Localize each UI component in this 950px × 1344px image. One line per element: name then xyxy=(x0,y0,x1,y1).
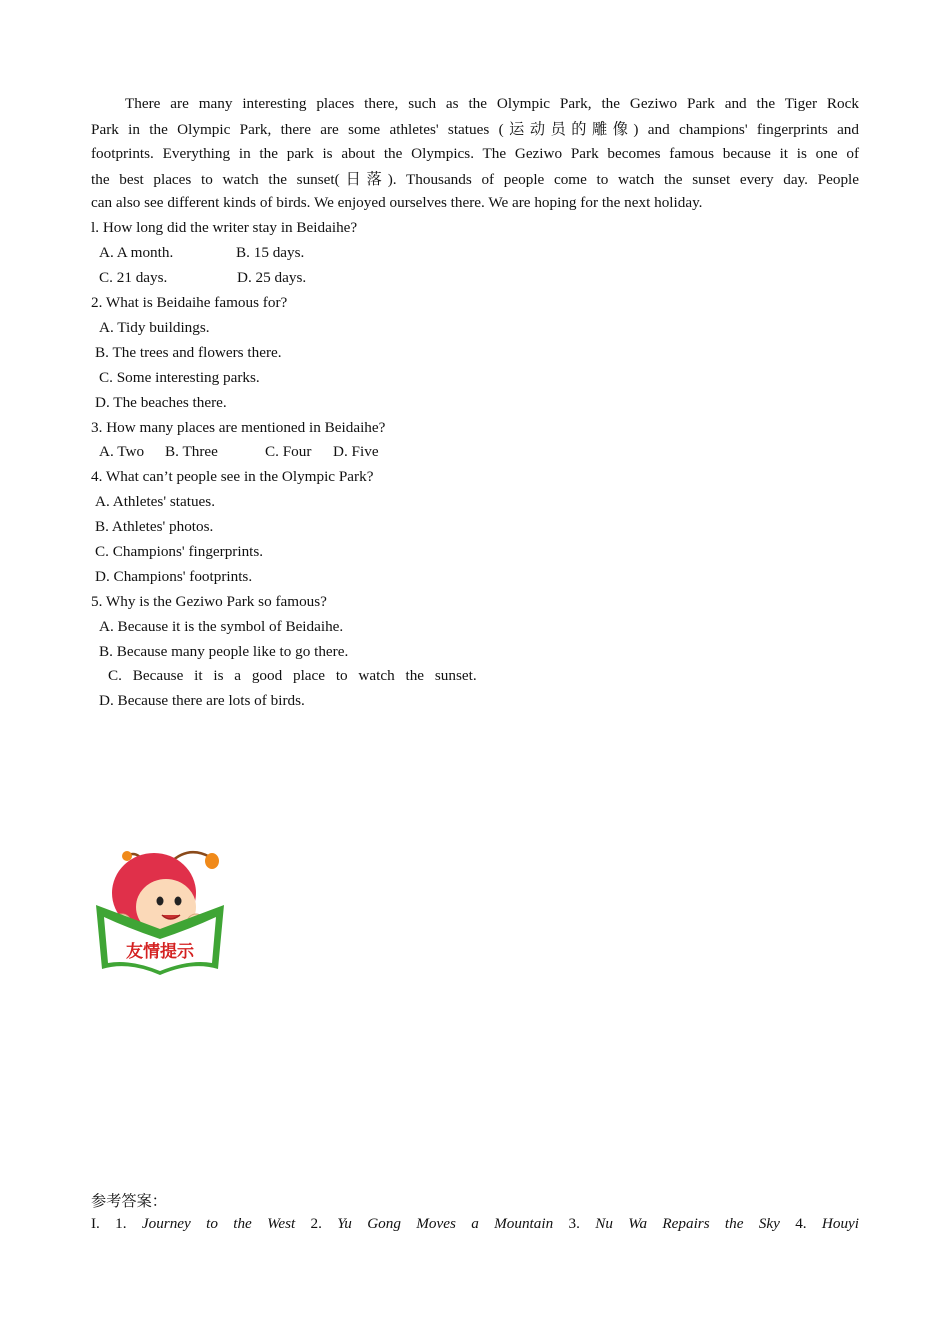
answer-prefix: I. 1. xyxy=(91,1215,127,1232)
option-a: A. Two xyxy=(99,443,145,460)
tip-logo-text: 友情提示 xyxy=(126,942,194,962)
question-stem: 4. What can’t people see in the Olympic Park? xyxy=(91,468,374,485)
option-d: D. 25 days. xyxy=(237,269,307,286)
option-c: C. 21 days. xyxy=(99,269,168,286)
option-b: B. Because many people like to go there. xyxy=(99,643,349,660)
option-b: B. The trees and flowers there. xyxy=(95,344,282,361)
question-stem: 5. Why is the Geziwo Park so famous? xyxy=(91,593,327,610)
option-d: D. Champions' footprints. xyxy=(95,568,253,585)
answer-number: 2. xyxy=(310,1215,322,1232)
antenna-ball-left xyxy=(122,851,132,861)
answer-title: Yu Gong Moves a Mountain xyxy=(337,1215,554,1232)
answer-number: 3. xyxy=(568,1215,580,1232)
passage-line: Park in the Olympic Park, there are some athletes' statues (运动员的雕像) and champions' fingerprints and xyxy=(91,121,859,138)
passage-line: can also see different kinds of birds. We enjoyed ourselves there. We are hoping for the next holiday. xyxy=(91,194,703,211)
answer-number: 4. xyxy=(795,1215,807,1232)
option-d: D. Because there are lots of birds. xyxy=(99,692,305,709)
option-d: D. The beaches there. xyxy=(95,394,227,411)
option-b: B. 15 days. xyxy=(236,244,305,261)
answer-title: Nu Wa Repairs the Sky xyxy=(595,1215,780,1232)
option-c: C. Some interesting parks. xyxy=(99,369,260,386)
option-b: B. Athletes' photos. xyxy=(95,518,214,535)
question-stem: l. How long did the writer stay in Beidaihe? xyxy=(91,219,358,236)
question-stem: 3. How many places are mentioned in Beidaihe? xyxy=(91,419,386,436)
answer-title: Houyi xyxy=(821,1215,860,1232)
option-a: A. A month. xyxy=(99,244,174,261)
character-eye-right xyxy=(175,897,182,906)
option-a: A. Athletes' statues. xyxy=(95,493,216,510)
passage-line: the best places to watch the sunset(日落). Thousands of people come to watch the sunset every day. People xyxy=(91,171,859,188)
antenna-ball-right xyxy=(205,853,219,869)
answer-title: Journey to the West xyxy=(141,1215,296,1232)
friendly-tip-logo xyxy=(92,845,228,977)
character-eye-left xyxy=(157,897,164,906)
option-b: B. Three xyxy=(165,443,218,460)
answer-heading: 参考答案： xyxy=(91,1193,167,1210)
answer-line xyxy=(91,1213,859,1235)
question-stem: 2. What is Beidaihe famous for? xyxy=(91,294,288,311)
option-c: C. Four xyxy=(265,443,312,460)
option-c: C. Because it is a good place to watch the sunset. xyxy=(108,667,477,684)
passage-line: There are many interesting places there, such as the Olympic Park, the Geziwo Park and the Tiger Rock xyxy=(125,95,859,112)
passage-line: footprints. Everything in the park is about the Olympics. The Geziwo Park becomes famous because it is one of xyxy=(91,145,859,162)
option-a: A. Because it is the symbol of Beidaihe. xyxy=(99,618,344,635)
option-a: A. Tidy buildings. xyxy=(99,319,210,336)
option-d: D. Five xyxy=(333,443,379,460)
option-c: C. Champions' fingerprints. xyxy=(95,543,264,560)
